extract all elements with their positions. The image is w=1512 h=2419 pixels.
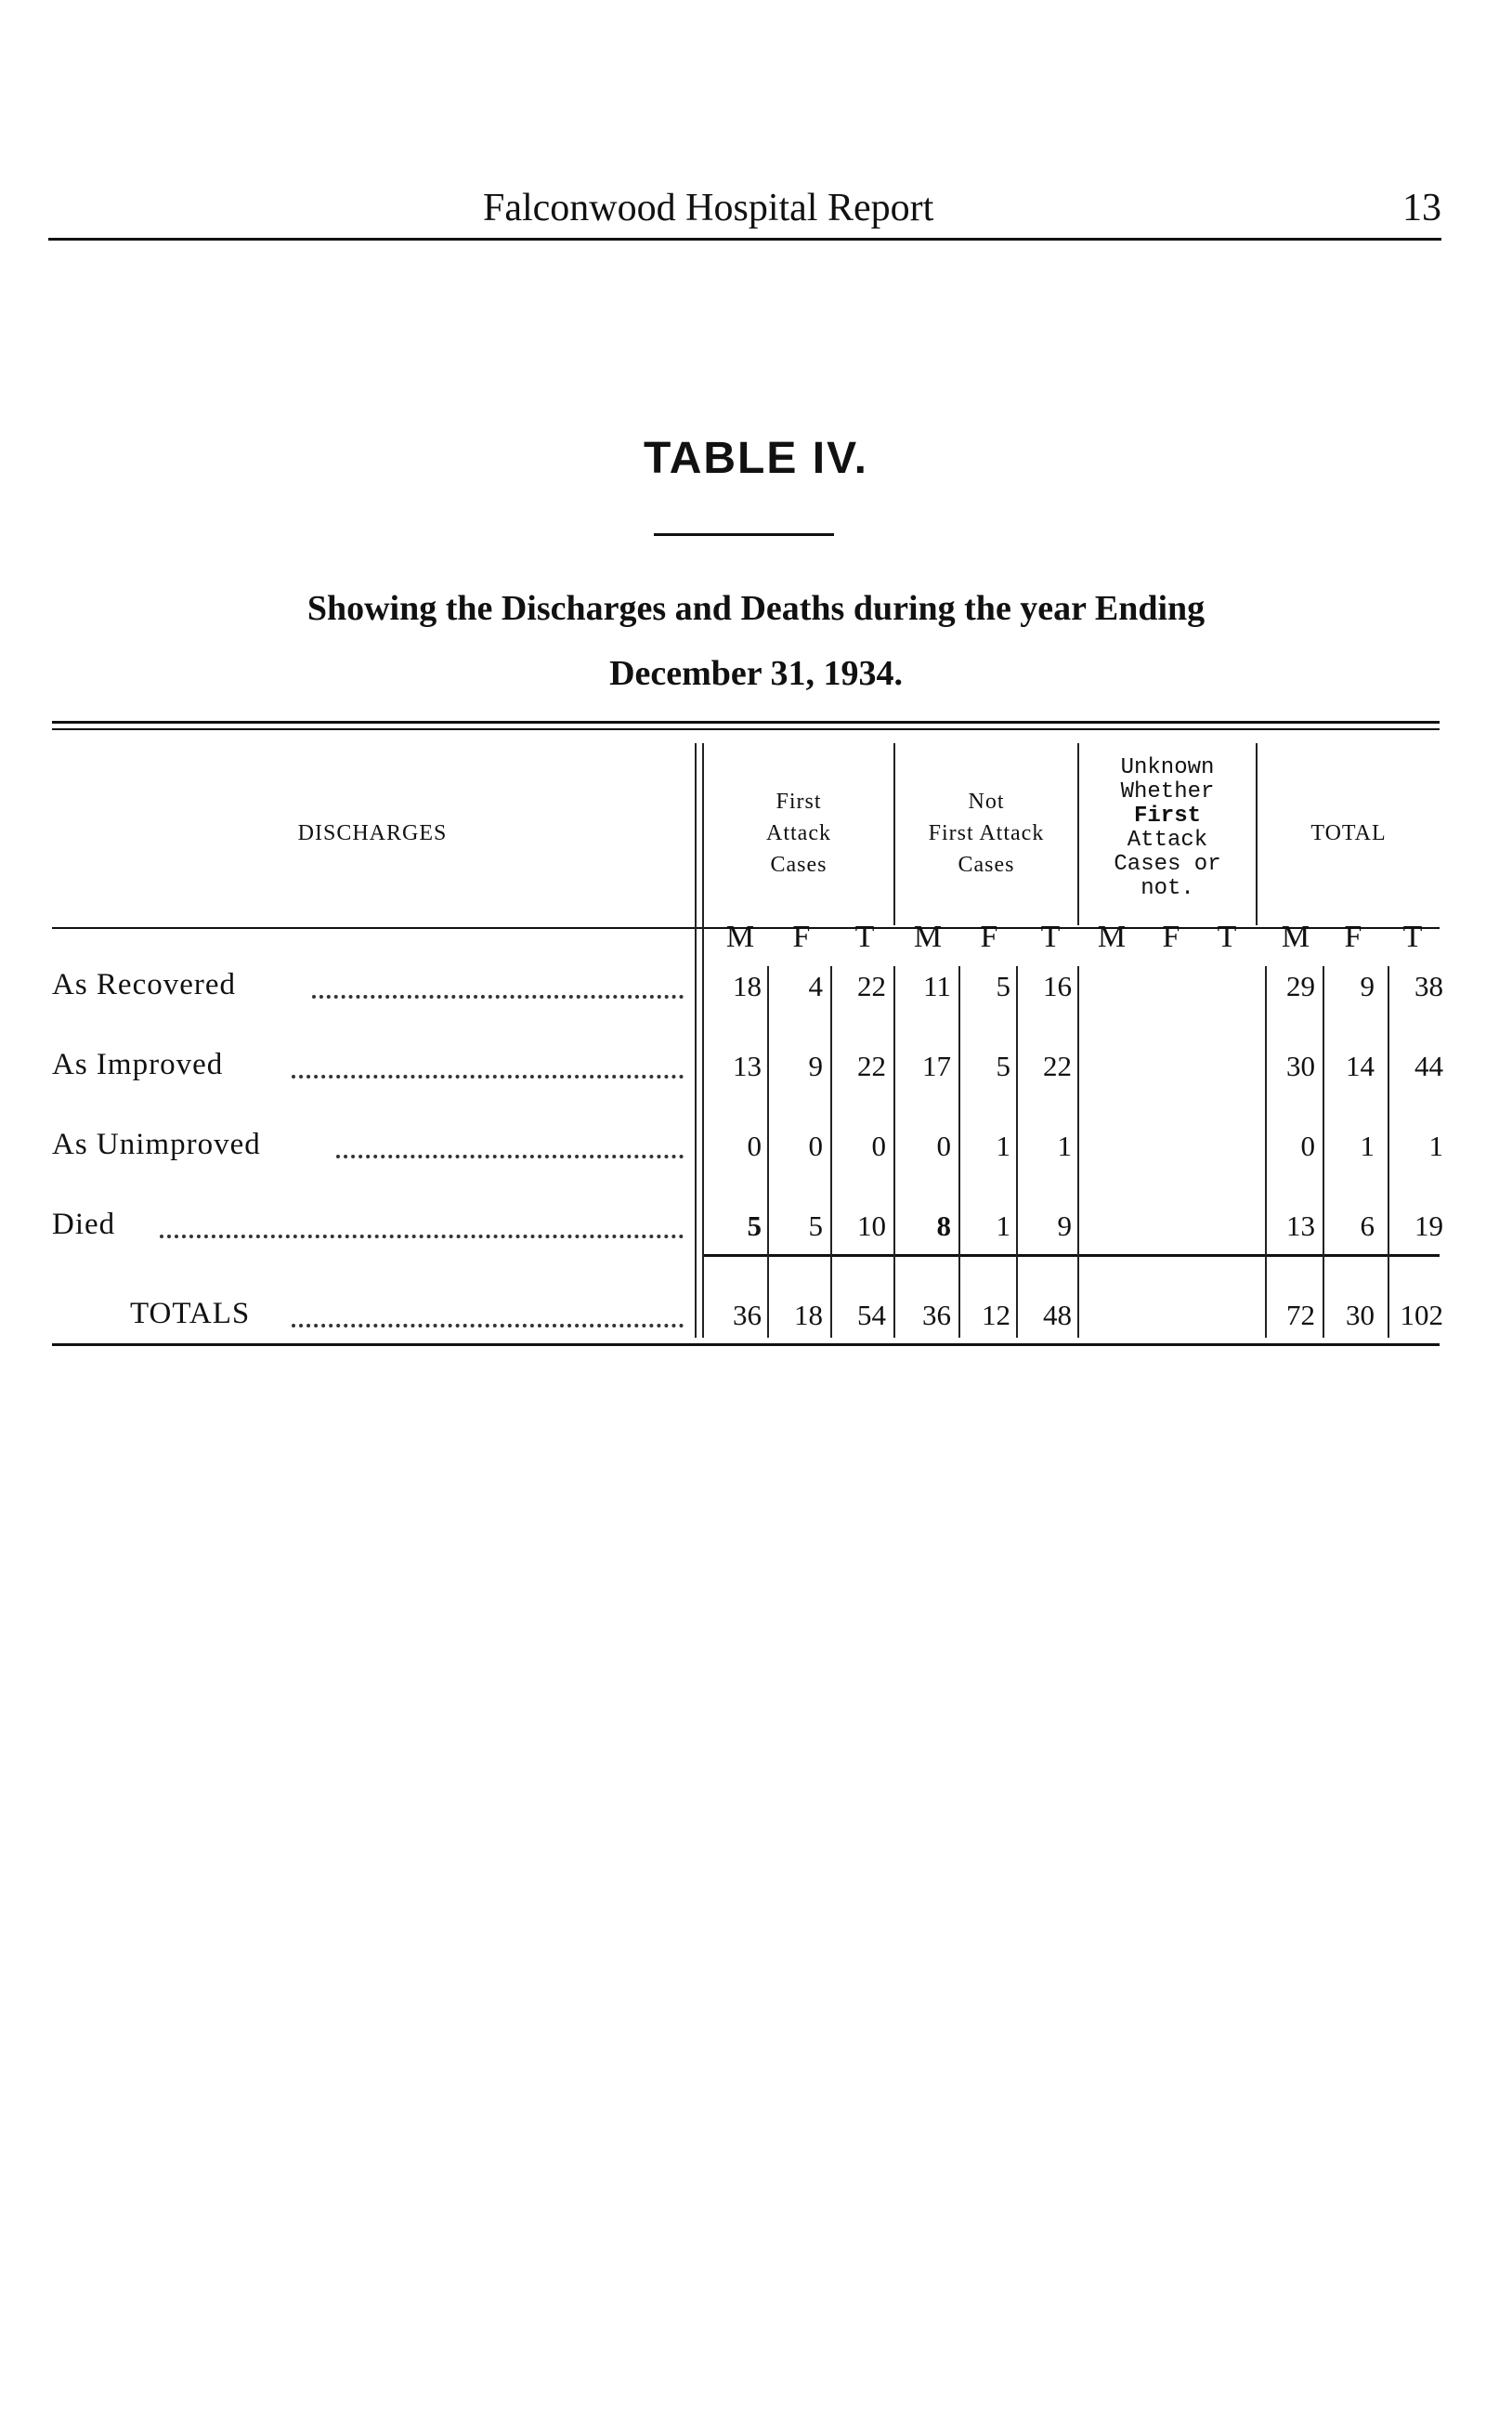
leader-dots — [336, 1152, 684, 1158]
table-cell: 5 — [996, 970, 1010, 1002]
leader-dots — [292, 1321, 684, 1327]
table-cell: 0 — [936, 1130, 951, 1162]
leader-dots — [312, 992, 684, 999]
table-cell: 1 — [1428, 1130, 1443, 1162]
sub-header-f: F — [980, 920, 998, 954]
table-cell: 0 — [808, 1130, 823, 1162]
table-cell: 9 — [1057, 1210, 1072, 1242]
sub-header-t: T — [1217, 920, 1237, 954]
table-cell: 6 — [1360, 1210, 1375, 1242]
sub-header-t: T — [1040, 920, 1061, 954]
not-first-attack-header: Not First Attack Cases — [928, 790, 1045, 877]
table-cell: 13 — [1286, 1210, 1315, 1242]
totals-cell: 12 — [982, 1299, 1010, 1331]
totals-cell: 48 — [1043, 1299, 1072, 1331]
running-head — [48, 186, 1441, 241]
row-label: Died — [52, 1208, 116, 1241]
table-cell: 0 — [1300, 1130, 1315, 1162]
table-cell: 5 — [996, 1050, 1010, 1082]
table-cell: 19 — [1414, 1210, 1443, 1242]
sub-header-m: M — [725, 920, 755, 954]
totals-cell: 18 — [794, 1299, 823, 1331]
sub-header-m: M — [1097, 920, 1127, 954]
table-bottom-rule — [52, 1343, 1440, 1346]
table-cell: 9 — [808, 1050, 823, 1082]
table-title: TABLE IV. — [643, 434, 869, 483]
title-rule — [654, 533, 834, 536]
first-attack-header: First Attack Cases — [766, 790, 831, 877]
running-title: Falconwood Hospital Report — [483, 187, 934, 229]
group-divider — [695, 743, 697, 1338]
sub-header-m: M — [1281, 920, 1310, 954]
table-cell: 10 — [857, 1210, 886, 1242]
sub-header-f: F — [1344, 920, 1362, 954]
table-cell: 5 — [808, 1210, 823, 1242]
table-cell: 17 — [922, 1050, 951, 1082]
totals-cell: 102 — [1400, 1299, 1443, 1331]
table-cell: 18 — [733, 970, 762, 1002]
totals-label: TOTALS — [130, 1297, 251, 1330]
totals-cell: 30 — [1346, 1299, 1375, 1331]
sub-header-t: T — [1402, 920, 1423, 954]
discharges-header: DISCHARGES — [297, 821, 448, 845]
table-cell: 4 — [808, 970, 823, 1002]
table-cell: 22 — [857, 970, 886, 1002]
table-cell: 13 — [733, 1050, 762, 1082]
unknown-whether-header: Unknown Whether First Attack Cases or not. — [1114, 755, 1221, 901]
totals-separator-rule — [702, 1254, 1440, 1257]
table-top-rule-2 — [52, 728, 1440, 730]
table-cell: 38 — [1414, 970, 1443, 1002]
cell-divider — [1077, 966, 1079, 1338]
subtitle-line-2: December 31, 1934. — [609, 654, 903, 693]
table-subtitle — [0, 576, 1512, 706]
table-cell: 29 — [1286, 970, 1315, 1002]
row-label: As Recovered — [52, 968, 237, 1001]
table-cell: 22 — [1043, 1050, 1072, 1082]
table-cell: 0 — [747, 1130, 762, 1162]
subtitle-line-1: Showing the Discharges and Deaths during the year Ending — [306, 589, 1206, 628]
table-cell: 1 — [996, 1130, 1010, 1162]
table-cell: 1 — [996, 1210, 1010, 1242]
totals-cell: 36 — [922, 1299, 951, 1331]
table-top-rule-1 — [52, 721, 1440, 724]
page-number: 13 — [1402, 187, 1441, 229]
sub-header-f: F — [1162, 920, 1180, 954]
table-cell: 9 — [1360, 970, 1375, 1002]
table-cell: 1 — [1057, 1130, 1072, 1162]
table-cell: 14 — [1346, 1050, 1375, 1082]
table-cell: 16 — [1043, 970, 1072, 1002]
total-header: TOTAL — [1310, 821, 1387, 845]
sub-header-f: F — [792, 920, 811, 954]
table-cell: 44 — [1414, 1050, 1443, 1082]
table-cell: 0 — [871, 1130, 886, 1162]
totals-cell: 72 — [1286, 1299, 1315, 1331]
sub-header-t: T — [854, 920, 875, 954]
table-cell: 30 — [1286, 1050, 1315, 1082]
row-label: As Unimproved — [52, 1128, 261, 1161]
table-cell: 5 — [747, 1210, 762, 1242]
totals-cell: 36 — [733, 1299, 762, 1331]
table-cell: 8 — [936, 1210, 951, 1242]
totals-cell: 54 — [857, 1299, 886, 1331]
leader-dots — [160, 1232, 684, 1238]
table-cell: 22 — [857, 1050, 886, 1082]
sub-header-m: M — [913, 920, 943, 954]
row-label: As Improved — [52, 1048, 224, 1081]
table-cell: 1 — [1360, 1130, 1375, 1162]
table-cell: 11 — [923, 970, 951, 1002]
leader-dots — [292, 1072, 684, 1079]
